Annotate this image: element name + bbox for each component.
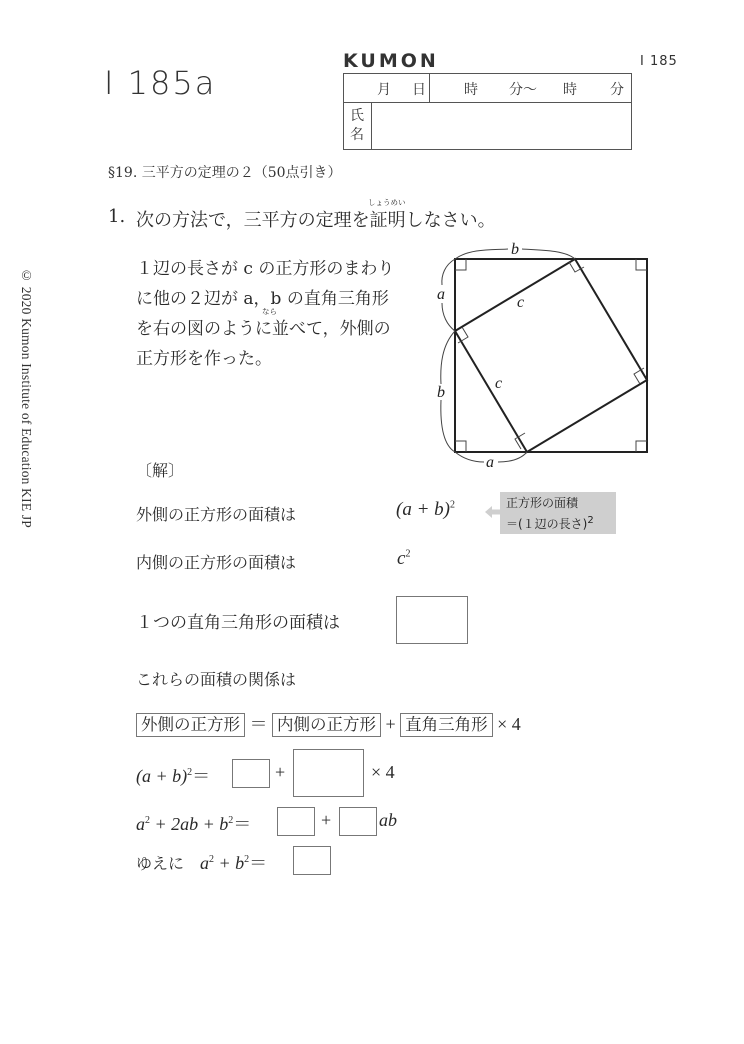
expr-text: + b [214,853,245,873]
equals-sign: ＝ [192,766,211,786]
answer-box-eq3-1[interactable] [277,807,315,836]
answer-box-eq2-1[interactable] [232,759,270,788]
row-divider [344,102,631,103]
pythagoras-figure [420,236,660,476]
minute-label: 分 [610,82,624,98]
expr-text: a [200,853,210,873]
label-a-bottom: a [486,454,494,471]
brace-b-top [455,249,508,259]
hour-label: 時 [563,82,577,98]
exponent: 2 [187,767,193,778]
exponent: 2 [587,515,594,526]
exponent: 2 [209,854,215,865]
label-c-upper: c [517,294,525,311]
inner-area-label: 内側の正方形の面積は [136,553,297,572]
name-label-char: 名 [350,127,364,143]
label-b-top: b [511,241,519,258]
note-line: 正方形の面積 [506,496,579,510]
outer-area-expr [396,499,455,521]
label-a-left: a [437,286,445,303]
ruby-annotation: なら [262,307,277,316]
month-label: 月 [377,82,391,98]
term-inner-square: 内側の正方形 [272,713,381,737]
date-name-box [343,73,632,150]
equation-4 [136,849,267,875]
label-b-left: b [437,384,445,401]
times-four: × 4 [497,714,521,734]
right-angle-mark [636,441,647,452]
exponent: 2 [244,854,250,865]
description-line: １辺の長さが c の正方形のまわり [136,259,395,279]
hint-note [500,492,616,534]
description-line: に他の２辺が a，b の直角三角形 [136,289,389,309]
equation-2 [136,762,210,788]
inner-square [455,259,647,452]
brace-a-left [442,303,455,331]
plus-sign: + [385,714,396,734]
outer-area-label: 外側の正方形の面積は [136,505,297,524]
equals-sign: ＝ [249,853,268,873]
description-line: を右の図のように並べて，外側の [136,319,391,339]
name-label-char: 氏 [350,108,364,124]
expr-text: a [136,814,145,834]
equals-sign: ＝ [233,814,252,834]
question-text: 次の方法で，三平方の定理を証明しなさい。 [136,210,496,231]
brace-b-left [441,331,455,384]
outer-square [455,259,647,452]
exponent: 2 [405,548,411,560]
worksheet-code: I 185a [104,64,217,102]
note-line [506,512,610,533]
therefore-label: ゆえに [136,854,185,873]
equation-3 [136,810,251,836]
name-label [350,107,366,145]
equals-sign: ＝ [249,714,268,734]
plus-sign: + [321,810,332,830]
copyright: © 2020 Kumon Institute of Education KIE JP [19,268,34,528]
answer-box-eq2-2[interactable] [293,749,364,797]
ab-term: ab [379,810,397,830]
relation-equation [136,710,521,737]
expr-text: c [397,548,406,569]
answer-box-eq3-2[interactable] [339,807,377,836]
triangle-area-label: １つの直角三角形の面積は [136,613,340,633]
expr-text: (a + b) [396,499,450,520]
plus-sign: + [275,762,286,782]
brace-b-left [441,400,455,452]
right-angle-mark [636,259,647,270]
name-input[interactable] [374,105,628,147]
brace-a-bottom [455,452,484,462]
minute-label: 分〜 [509,82,537,98]
exponent: 2 [145,815,150,826]
label-c-lower: c [495,375,503,392]
hour-label: 時 [464,82,478,98]
kumon-logo: KUMON [343,50,439,72]
times-four: × 4 [371,762,395,782]
right-angle-mark [455,441,466,452]
day-label: 日 [412,82,426,98]
answer-box-eq4[interactable] [293,846,331,875]
relation-label: これらの面積の関係は [136,670,297,689]
answer-box-triangle-area[interactable] [396,596,468,644]
exponent: 2 [449,499,455,511]
term-outer-square: 外側の正方形 [136,713,245,737]
page-code: I 185 [640,54,678,69]
exponent: 2 [228,815,234,826]
inner-area-expr [397,548,410,570]
right-angle-mark [455,259,466,270]
note-text: ＝(１辺の長さ) [506,517,588,531]
date-divider [429,74,430,102]
expr-text: (a + b) [136,766,188,786]
solution-label: 〔解〕 [136,461,185,480]
name-divider [371,102,372,149]
expr-text: + 2ab + b [150,814,229,834]
section-title: §19. 三平方の定理の２（50点引き） [108,165,342,181]
term-right-triangle: 直角三角形 [400,713,493,737]
brace-a-bottom [498,452,527,462]
brace-a-left [442,259,455,285]
description-line: 正方形を作った。 [136,349,272,369]
ruby-annotation: しょうめい [368,198,406,207]
question-number: 1. [108,206,126,227]
brace-b-top [522,249,575,259]
